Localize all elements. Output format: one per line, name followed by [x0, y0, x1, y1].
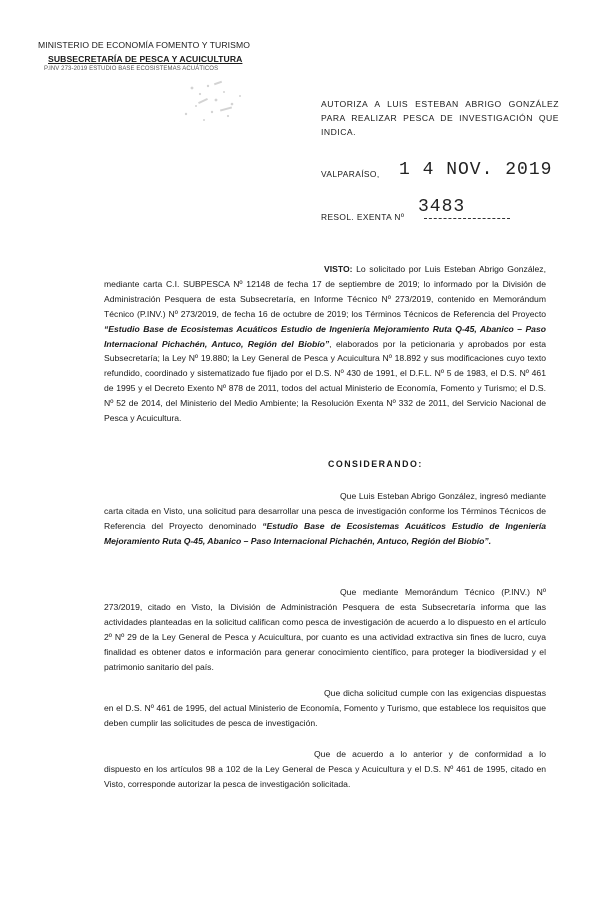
number-underline	[424, 218, 510, 219]
visto-text-2: , elaborados por la peticionaria y aprobados por esta Subsecretaría; la Ley Nº 19.880; la Ley General de Pesca y Acuicultura Nº 18.892 y sus modificaciones cuyo texto refundido, coordinado y sistematizado fue fijado por el D.S. Nº 430 de 1991, el D.F.L. Nº 5 de 1983, el D.S. Nº 461 de 1995 y el Decreto Exento Nº 878 de 2011, todos del actual Ministerio de Economía, Fomento y Turismo; el D.S. Nº 52 de 2014, del Ministerio del Medio Ambiente; la Resolución Exenta Nº 332 de 2011, del Servicio Nacional de Pesca y Acuicultura.	[104, 338, 546, 424]
considerando-paragraph-2	[104, 585, 546, 674]
faded-stamp	[172, 74, 258, 130]
c1-project-title: “Estudio Base de Ecosistemas Acuáticos Estudio de Ingeniería Mejoramiento Ruta Q-45, Abanico – Paso Internacional Pichachén, Antuco, Región del Biobío”.	[104, 520, 547, 546]
city-label: VALPARAÍSO,	[321, 169, 380, 179]
considerando-paragraph-1	[104, 489, 546, 549]
resolution-date: 1 4 NOV. 2019	[399, 160, 553, 180]
considerando-paragraph-3	[104, 686, 546, 731]
considerando-heading: CONSIDERANDO:	[328, 459, 423, 469]
visto-label: VISTO:	[324, 264, 353, 274]
visto-paragraph	[104, 262, 546, 426]
resolution-number: 3483	[418, 197, 466, 217]
considerando-paragraph-4	[104, 747, 546, 792]
c2-text: Que mediante Memorándum Técnico (P.INV.) Nº 273/2019, citado en Visto, la División de Administración Pesquera de esta Subsecretaría informa que las actividades planteadas en la solicitud califican como pesca de investigación de acuerdo a lo dispuesto en el artículo 2º Nº 29 de la Ley General de Pesca y Acuicultura, por cuanto es una actividad extractiva sin fines de lucro, cuya finalidad es obtener datos e información para generar conocimiento científico, para proteger la biodiversidad y el patrimonio sanitario del país.	[104, 587, 546, 672]
resolution-label: RESOL. EXENTA Nº	[321, 212, 405, 222]
document-reference: P.INV 273-2019 ESTUDIO BASE ECOSISTEMAS ACUÁTICOS	[44, 66, 219, 72]
c4-text: Que de acuerdo a lo anterior y de conformidad a lo dispuesto en los artículos 98 a 102 de la Ley General de Pesca y Acuicultura y el D.S. Nº 461 de 1995, citado en Visto, corresponde autorizar la pesca de investigación solicitada.	[104, 749, 546, 789]
visto-project-title: “Estudio Base de Ecosistemas Acuáticos Estudio de Ingeniería Mejoramiento Ruta Q-45, Abanico – Paso Internacional Pichachén, Antuco, Región del Biobío”	[104, 323, 546, 349]
c1-text-1: Que Luis Esteban Abrigo González, ingresó mediante carta citada en Visto, una solicitud para desarrollar una pesca de investigación conforme los Términos Técnicos de Referencia del Proyecto denominado	[104, 491, 546, 531]
authorization-summary: AUTORIZA A LUIS ESTEBAN ABRIGO GONZÁLEZ PARA REALIZAR PESCA DE INVESTIGACIÓN QUE INDICA.	[321, 99, 559, 137]
c3-text: Que dicha solicitud cumple con las exigencias dispuestas en el D.S. Nº 461 de 1995, del actual Ministerio de Economía, Fomento y Turismo, que establece los requisitos que deben cumplir las solicitudes de pesca de investigación.	[104, 688, 546, 728]
subsecretaria-heading: SUBSECRETARÍA DE PESCA Y ACUICULTURA	[48, 54, 243, 64]
visto-text-1: Lo solicitado por Luis Esteban Abrigo González, mediante carta C.I. SUBPESCA Nº 12148 de fecha 17 de septiembre de 2019; lo informado por la División de Administración Pesquera de esta Subsecretaría, en Informe Técnico Nº 273/2019, contenido en Memorándum Técnico (P.INV.) Nº 273/2019, de fecha 16 de octubre de 2019; los Términos Técnicos de Referencia del Proyecto	[104, 264, 546, 319]
ministry-heading: MINISTERIO DE ECONOMÍA FOMENTO Y TURISMO	[38, 40, 251, 50]
